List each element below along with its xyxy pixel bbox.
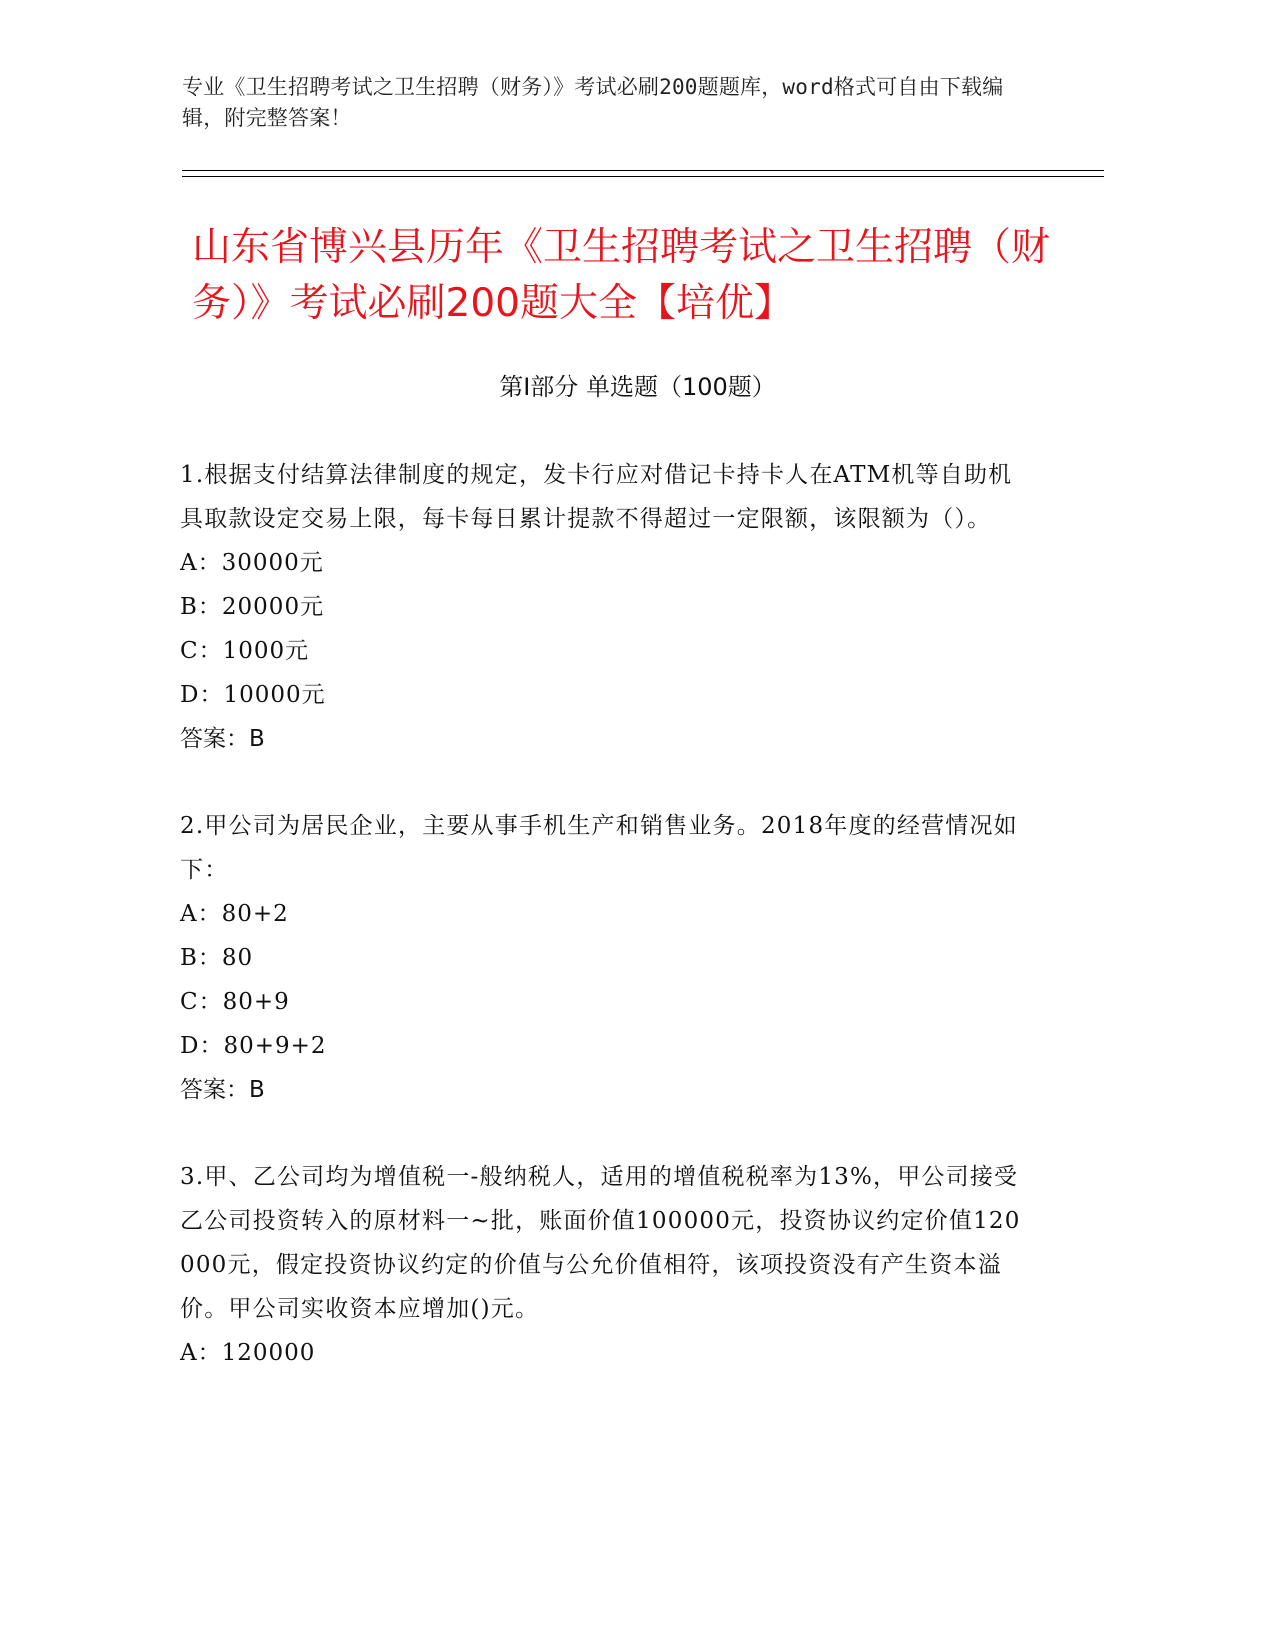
option-key: A： xyxy=(180,1340,222,1366)
answer-line: 答案：B xyxy=(180,726,265,752)
option-key: A： xyxy=(180,901,222,927)
option-list xyxy=(180,1331,1030,1375)
option-key: C： xyxy=(180,989,223,1015)
option-text: 80+2 xyxy=(221,901,289,927)
option-key: D： xyxy=(180,1033,224,1059)
option-key: D： xyxy=(180,682,224,708)
option-key: A： xyxy=(180,550,222,576)
option-key: B： xyxy=(180,945,222,971)
option-text: 1000元 xyxy=(222,638,310,664)
question-list xyxy=(180,453,1030,1418)
option-c xyxy=(180,629,1030,673)
option-text: 80 xyxy=(221,945,254,971)
section-heading: 第Ⅰ部分 单选题（100题） xyxy=(499,373,776,401)
option-text: 30000元 xyxy=(221,550,324,576)
answer-line: 答案：B xyxy=(180,1077,265,1103)
option-list xyxy=(180,541,1030,717)
option-list xyxy=(180,892,1030,1068)
document-title: 山东省博兴县历年《卫生招聘考试之卫生招聘（财务）》考试必刷200题大全【培优】 xyxy=(192,225,1051,326)
option-d xyxy=(180,673,1030,717)
question-1 xyxy=(180,453,1030,761)
option-text: 120000 xyxy=(221,1340,316,1366)
header-divider-top xyxy=(182,170,1104,171)
question-stem: 3.甲、乙公司均为增值税一-般纳税人，适用的增值税税率为13%，甲公司接受乙公司投资转入的原材料一~批，账面价值100000元，投资协议约定价值120000元，假定投资协议约定的价值与公允价值相符，该项投资没有产生资本溢价。甲公司实收资本应增加()元。 xyxy=(180,1164,1021,1322)
option-text: 80+9 xyxy=(222,989,290,1015)
option-b xyxy=(180,585,1030,629)
option-d xyxy=(180,1024,1030,1068)
header-note: 专业《卫生招聘考试之卫生招聘（财务）》考试必刷200题题库，word格式可自由下载编辑，附完整答案！ xyxy=(182,75,1004,130)
question-2 xyxy=(180,804,1030,1112)
header-divider-bottom xyxy=(182,176,1104,177)
option-text: 20000元 xyxy=(221,594,325,620)
option-key: C： xyxy=(180,638,223,664)
option-text: 80+9+2 xyxy=(223,1033,327,1059)
option-b xyxy=(180,936,1030,980)
question-3 xyxy=(180,1155,1030,1375)
option-a xyxy=(180,892,1030,936)
option-key: B： xyxy=(180,594,222,620)
question-stem: 1.根据支付结算法律制度的规定，发卡行应对借记卡持卡人在ATM机等自助机具取款设定交易上限，每卡每日累计提款不得超过一定限额，该限额为（）。 xyxy=(180,462,1013,532)
option-a xyxy=(180,541,1030,585)
question-stem: 2.甲公司为居民企业，主要从事手机生产和销售业务。2018年度的经营情况如下： xyxy=(180,813,1018,883)
option-a xyxy=(180,1331,1030,1375)
option-c xyxy=(180,980,1030,1024)
option-text: 10000元 xyxy=(223,682,326,708)
